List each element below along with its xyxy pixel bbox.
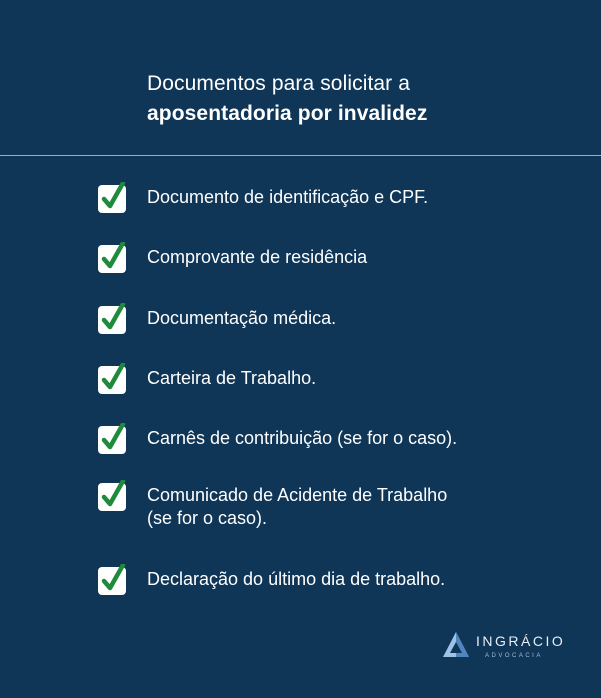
checkmark-icon bbox=[97, 303, 129, 335]
list-item-label: Comprovante de residência bbox=[147, 247, 368, 267]
title-line-1: Documentos para solicitar a bbox=[147, 72, 410, 95]
list-item bbox=[97, 246, 577, 274]
checkmark-icon bbox=[97, 182, 129, 214]
checkmark-icon bbox=[97, 564, 129, 596]
logo-name: INGRÁCIO bbox=[476, 633, 566, 649]
logo-subtitle: ADVOCACIA bbox=[485, 653, 543, 659]
list-item-label: Documentação médica. bbox=[147, 308, 337, 328]
list-item bbox=[97, 186, 577, 214]
list-item bbox=[97, 307, 577, 335]
triangle-logo-icon bbox=[442, 631, 470, 659]
list-item-label: Carnês de contribuição (se for o caso). bbox=[147, 428, 458, 448]
checkmark-icon bbox=[97, 480, 129, 512]
list-item bbox=[97, 427, 577, 455]
brand-logo bbox=[442, 631, 572, 663]
checkmark-icon bbox=[97, 242, 129, 274]
checkmark-icon bbox=[97, 423, 129, 455]
list-item-label: Carteira de Trabalho. bbox=[147, 368, 317, 388]
list-item bbox=[97, 568, 577, 596]
checkmark-icon bbox=[97, 363, 129, 395]
list-item-label: Declaração do último dia de trabalho. bbox=[147, 569, 446, 589]
title-line-2: aposentadoria por invalidez bbox=[147, 102, 428, 125]
list-item bbox=[97, 484, 577, 530]
list-item-label: Documento de identificação e CPF. bbox=[147, 187, 429, 207]
list-item bbox=[97, 367, 577, 395]
list-item-label: Comunicado de Acidente de Trabalho (se for o caso). bbox=[147, 485, 448, 528]
